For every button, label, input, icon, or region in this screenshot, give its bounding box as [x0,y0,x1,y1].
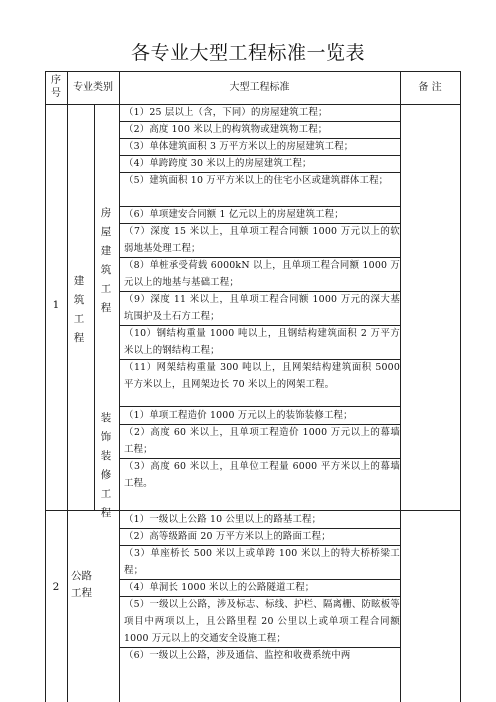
group-name: 公路工程 [71,570,92,599]
standard-item: （5）建筑面积 10 万平方米以上的住宅小区或建筑群体工程； [124,175,389,186]
standard-item: （10）钢结构重量 1000 吨以上，且钢结构建筑面积 2 万平方米以上的钢结构工程； [124,328,400,356]
standard-item: （2）高度 60 米以上，且单项工程造价 1000 万元以上的幕墙工程； [124,427,400,455]
header-seq: 序 号 [51,75,61,99]
header-remark: 备 注 [418,82,442,93]
standard-item: （5）一级以上公路，涉及标志、标线、护栏、隔离栅、防眩板等项目中两项以上，且公路里程 20 公里以上或单项工程合同额 1000 万元以上的交通安全设施工程； [124,599,400,644]
standard-item: （9）深度 11 米以上，且单项工程合同额 1000 万元的深大基坑围护及土石方工程； [124,294,400,322]
standard-item: （3）高度 60 米以上，且单位工程量 6000 平方米以上的幕墙工程。 [124,461,400,489]
standard-item: （8）单桩承受荷载 6000kN 以上，且单项工程合同额 1000 万元以上的地基与基础工程； [124,260,400,288]
header-standard: 大型工程标准 [229,82,290,93]
standard-item: （3）单座桥长 500 米以上或单跨 100 米以上的特大桥桥梁工程； [124,548,400,576]
header-category: 专业类别 [73,82,113,93]
standard-item: （11）网架结构重量 300 吨以上，且网架结构建筑面积 5000 平方米以上，且网架边长 70 米以上的网架工程。 [124,362,400,390]
subgroup-name: 装 饰 装 修 工 程 [100,412,112,519]
standard-item: （2）高等级路面 20 万平方米以上的路面工程； [124,531,331,542]
group-number: 1 [52,299,60,311]
standard-item: （6）单项建安合同额 1 亿元以上的房屋建筑工程； [124,209,344,220]
group-number: 2 [52,581,60,593]
subgroup-name: 房 屋 建 筑 工 程 [100,207,112,314]
standard-item: （3）单体建筑面积 3 万平方米以上的房屋建筑工程； [124,141,354,152]
group-name: 建 筑 工 程 [73,275,85,344]
standard-item: （1）单项工程造价 1000 万元以上的装饰装修工程； [124,410,353,421]
standard-item: （2）高度 100 米以上的构筑物或建筑物工程； [124,124,328,135]
standard-item: （4）单跨跨度 30 米以上的房屋建筑工程； [124,158,312,169]
standard-item: （6）一级以上公路，涉及通信、监控和收费系统中两 [124,650,351,661]
standard-item: （1）一级以上公路 10 公里以上的路基工程； [124,514,322,525]
standard-item: （7）深度 15 米以上，且单项工程合同额 1000 万元以上的软弱地基处理工程； [124,226,400,254]
standard-item: （4）单洞长 1000 米以上的公路隧道工程； [124,582,315,593]
standard-item: （1）25 层以上（含，下同）的房屋建筑工程； [124,107,328,118]
page-title: 各专业大型工程标准一览表 [130,42,365,64]
